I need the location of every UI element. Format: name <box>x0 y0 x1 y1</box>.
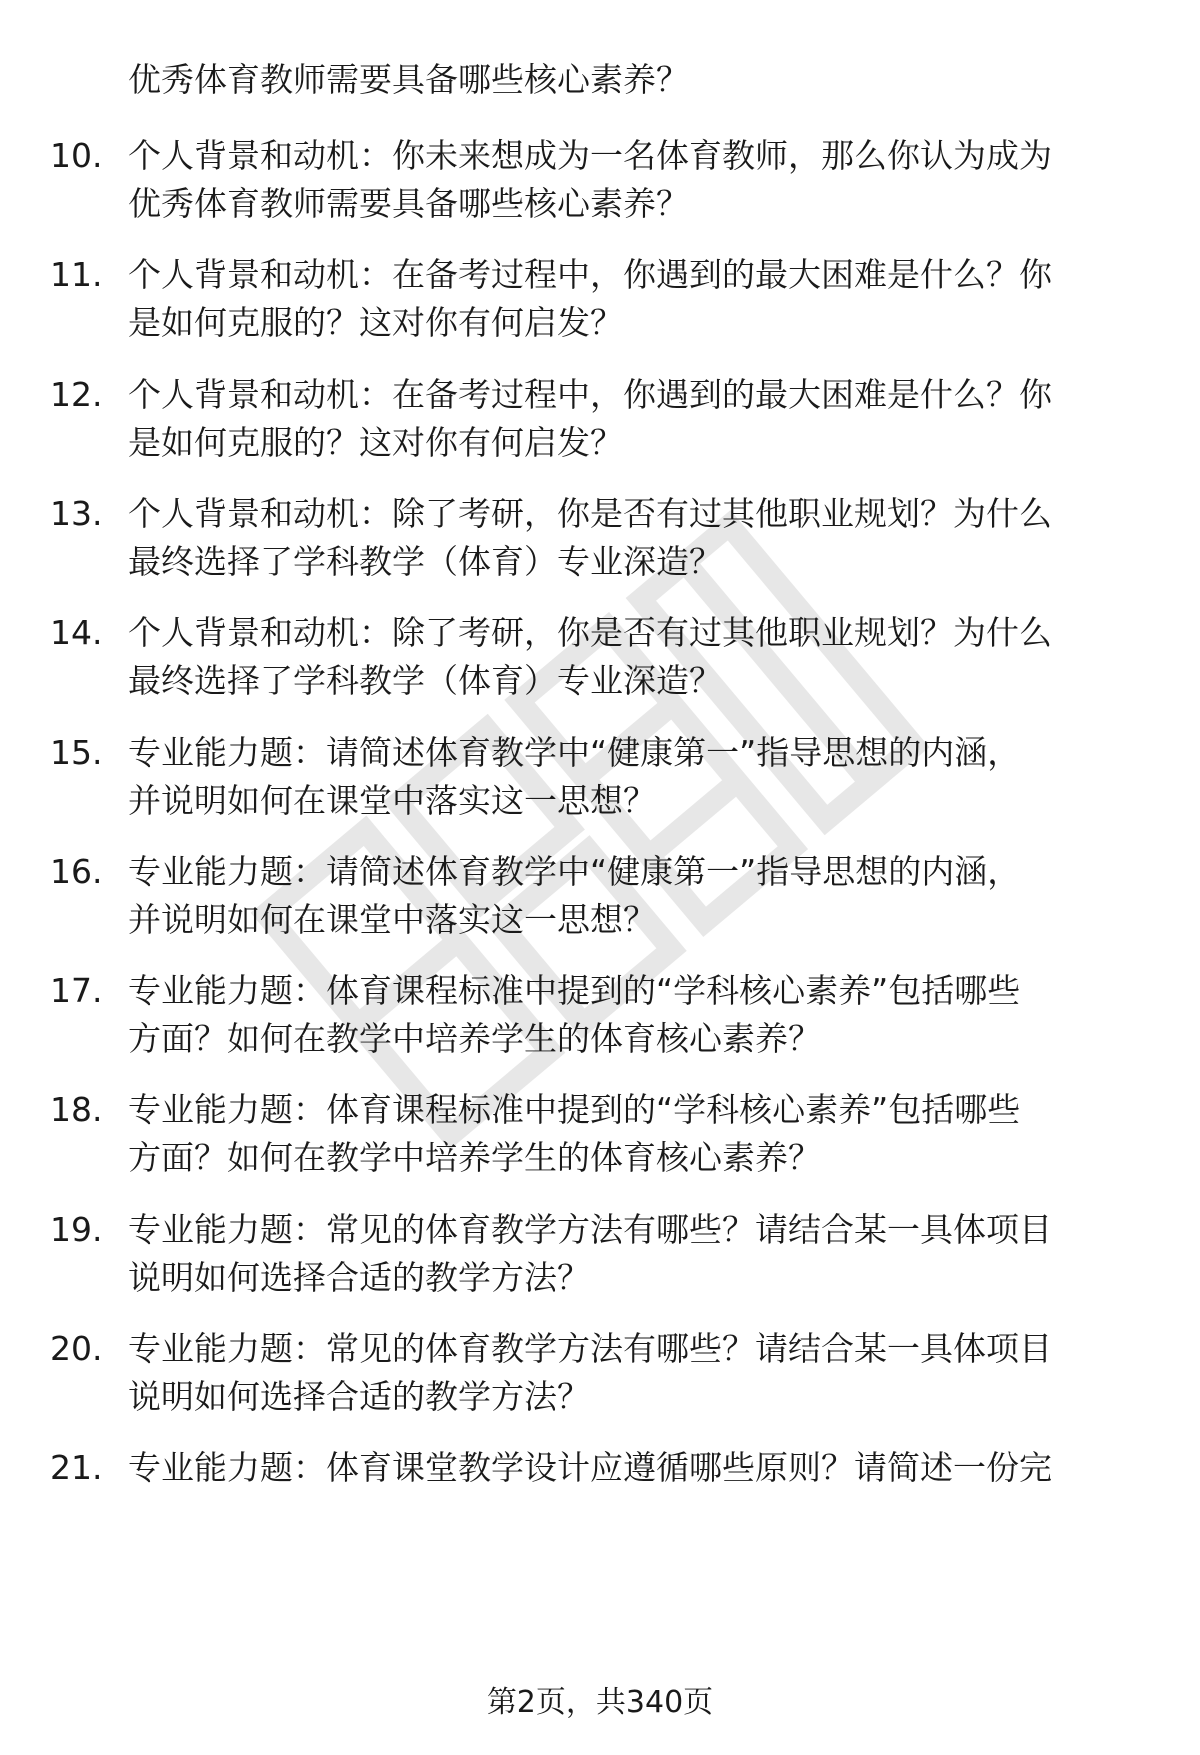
question-text <box>128 251 1148 347</box>
question-text-line: 说明如何选择合适的教学方法？ <box>128 1377 590 1416</box>
question-text <box>128 729 1148 825</box>
question-text-line: 专业能力题：体育课程标准中提到的“学科核心素养”包括哪些 <box>128 971 1021 1010</box>
question-text-line: 说明如何选择合适的教学方法？ <box>128 1258 590 1297</box>
question-number: 20. <box>50 1329 103 1368</box>
list-item <box>50 1444 1160 1544</box>
question-text-line: 最终选择了学科教学（体育）专业深造？ <box>128 542 722 581</box>
question-text <box>128 1325 1148 1421</box>
list-item <box>50 251 1160 351</box>
question-text <box>128 848 1148 944</box>
question-text-line: 个人背景和动机：在备考过程中，你遇到的最大困难是什么？你 <box>128 255 1052 294</box>
question-text <box>128 371 1148 467</box>
question-text-line: 方面？如何在教学中培养学生的体育核心素养？ <box>128 1019 821 1058</box>
list-item <box>50 371 1160 471</box>
question-text-line: 专业能力题：请简述体育教学中“健康第一”指导思想的内涵， <box>128 733 1021 772</box>
question-number: 11. <box>50 255 103 294</box>
question-text-line: 是如何克服的？这对你有何启发？ <box>128 423 623 462</box>
question-text <box>128 132 1148 228</box>
question-text-line: 个人背景和动机：除了考研，你是否有过其他职业规划？为什么 <box>128 613 1052 652</box>
question-text <box>128 490 1148 586</box>
question-text <box>128 609 1148 705</box>
list-item <box>50 1325 1160 1425</box>
question-number: 13. <box>50 494 103 533</box>
list-item <box>50 1086 1160 1186</box>
question-text-line: 并说明如何在课堂中落实这一思想？ <box>128 781 656 820</box>
question-number: 19. <box>50 1210 103 1249</box>
question-text-line: 专业能力题：常见的体育教学方法有哪些？请结合某一具体项目 <box>128 1210 1052 1249</box>
list-item <box>50 848 1160 948</box>
question-number: 12. <box>50 375 103 414</box>
question-text-line: 是如何克服的？这对你有何启发？ <box>128 303 623 342</box>
list-item <box>50 729 1160 829</box>
question-number: 16. <box>50 852 103 891</box>
page-footer: 第2页，共340页 <box>486 1685 714 1720</box>
question-number: 18. <box>50 1090 103 1129</box>
question-number: 15. <box>50 733 103 772</box>
list-item <box>50 609 1160 709</box>
question-text-line: 优秀体育教师需要具备哪些核心素养？ <box>128 184 689 223</box>
question-text-line: 专业能力题：常见的体育教学方法有哪些？请结合某一具体项目 <box>128 1329 1052 1368</box>
question-text-line: 最终选择了学科教学（体育）专业深造？ <box>128 661 722 700</box>
question-number: 17. <box>50 971 103 1010</box>
question-text-line: 个人背景和动机：在备考过程中，你遇到的最大困难是什么？你 <box>128 375 1052 414</box>
question-text-line: 个人背景和动机：你未来想成为一名体育教师，那么你认为成为 <box>128 136 1052 175</box>
question-text <box>128 1444 1148 1492</box>
continuation-line: 优秀体育教师需要具备哪些核心素养？ <box>128 60 689 99</box>
question-number: 21. <box>50 1448 103 1487</box>
question-text <box>128 1206 1148 1302</box>
list-item <box>50 1206 1160 1306</box>
question-text-line: 专业能力题：体育课堂教学设计应遵循哪些原则？请简述一份完 <box>128 1448 1052 1487</box>
question-text-line: 专业能力题：请简述体育教学中“健康第一”指导思想的内涵， <box>128 852 1021 891</box>
question-text-line: 专业能力题：体育课程标准中提到的“学科核心素养”包括哪些 <box>128 1090 1021 1129</box>
question-number: 10. <box>50 136 103 175</box>
question-text <box>128 967 1148 1063</box>
question-text-line: 方面？如何在教学中培养学生的体育核心素养？ <box>128 1138 821 1177</box>
question-text <box>128 1086 1148 1182</box>
question-text-line: 并说明如何在课堂中落实这一思想？ <box>128 900 656 939</box>
list-item <box>50 490 1160 590</box>
question-number: 14. <box>50 613 103 652</box>
list-item <box>50 132 1160 232</box>
list-item <box>50 967 1160 1067</box>
question-text-line: 个人背景和动机：除了考研，你是否有过其他职业规划？为什么 <box>128 494 1052 533</box>
